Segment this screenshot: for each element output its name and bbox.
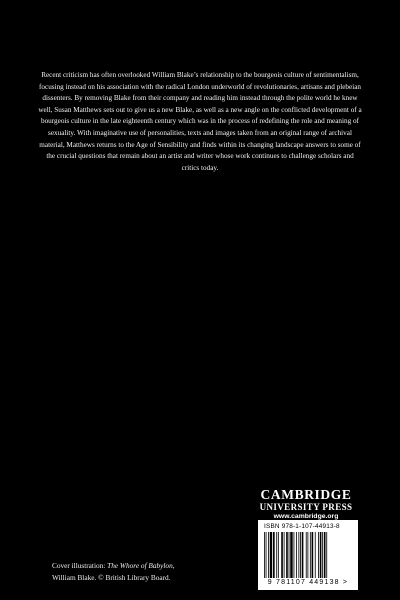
isbn-label: ISBN 978-1-107-44913-8 (264, 523, 340, 530)
publisher-url: www.cambridge.org (273, 513, 339, 520)
cover-credit-suffix: , (172, 561, 175, 570)
cover-credit-line-1 (52, 560, 252, 572)
isbn-barcode (258, 520, 358, 590)
cover-credit-title: The Whore of Babylon (107, 561, 173, 570)
barcode-bars (264, 532, 352, 578)
publisher-logo (256, 488, 356, 522)
cover-credit-line-2: William Blake. © British Library Board. (52, 573, 171, 582)
cover-credit (52, 560, 252, 584)
publisher-name: CAMBRIDGE (260, 487, 352, 502)
barcode-digits: 9 781107 449138 > (267, 579, 349, 586)
cover-credit-prefix: Cover illustration: (52, 561, 108, 570)
back-cover-blurb: Recent criticism has often overlooked William Blake’s relationship to the bourgeois culture of sentimentalism, focusing instead on his association with the radical London underworld of revolutionaries, artisans and plebeian dissenters. By removing Blake from their company and reading him instead through the polite world he knew well, Susan Matthews sets out to give us a new Blake, as well as a new angle on the conflicted development of a bourgeois culture in the late eighteenth century which was in the process of redefining the role and meaning of sexuality. With imaginative use of personalities, texts and images taken from an original range of archival material, Matthews returns to the Age of Sensibility and finds within its changing landscape answers to some of the crucial questions that remain about an artist and writer whose work continues to challenge scholars and critics today. (38, 71, 362, 172)
publisher-subtitle: UNIVERSITY PRESS (259, 502, 353, 512)
